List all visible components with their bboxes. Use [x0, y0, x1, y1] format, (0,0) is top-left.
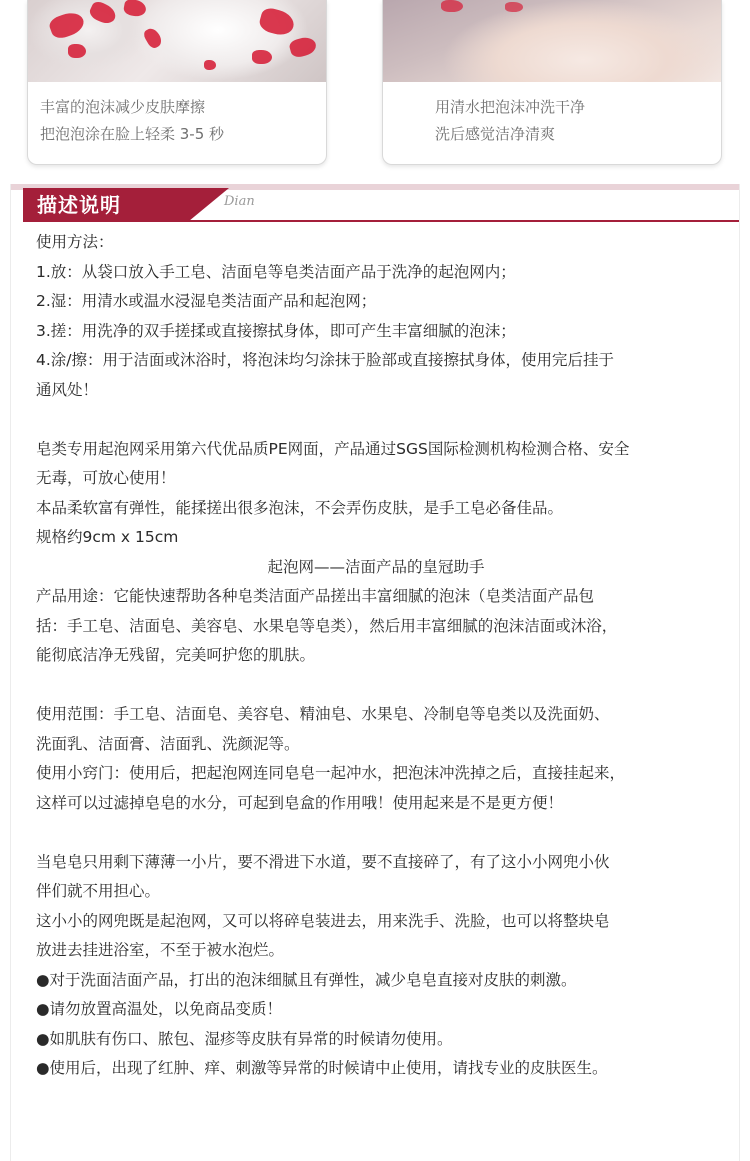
- tips-text: 使用小窍门：使用后，把起泡网连同皂皂一起冲水，把泡沫冲洗掉之后，直接挂起来，: [36, 764, 626, 782]
- header-divider: [179, 220, 739, 222]
- description-body: [36, 228, 736, 1084]
- description-header: [11, 184, 739, 224]
- caption-line: 丰富的泡沫减少皮肤摩擦: [40, 98, 206, 116]
- foam-step-card: [27, 0, 327, 165]
- section-title: 描述说明: [37, 193, 121, 217]
- rinse-photo: [383, 0, 721, 82]
- scope-text: 洗面乳、洁面膏、洁面乳、洗颜泥等。: [36, 734, 300, 753]
- slogan-text: 起泡网——洁面产品的皇冠助手: [267, 557, 485, 576]
- small-net-text: 这小小的网兜既是起泡网，又可以将碎皂装进去，用来洗手、洗脸，也可以将整块皂: [36, 911, 610, 930]
- brand-logo: Dian: [224, 194, 255, 209]
- rinse-step-caption: [435, 94, 585, 148]
- caption-line: 洗后感觉洁净清爽: [435, 125, 556, 143]
- foam-photo: [28, 0, 326, 82]
- purpose-text: 能彻底洁净无残留，完美呵护您的肌肤。: [36, 646, 316, 664]
- softness-text: 本品柔软富有弹性，能揉搓出很多泡沫，不会弄伤皮肤，是手工皂必备佳品。: [36, 498, 564, 517]
- scope-text: 使用范围：手工皂、洁面皂、美容皂、精油皂、水果皂、冷制皂等皂类以及洗面奶、: [36, 705, 610, 723]
- material-text: 皂类专用起泡网采用第六代优品质PE网面，产品通过SGS国际检测机构检测合格、安全: [36, 439, 630, 458]
- thin-soap-text: 伴们就不用担心。: [36, 882, 161, 900]
- usage-step: 通风处！: [36, 380, 99, 399]
- size-text: 规格约9cm x 15cm: [36, 528, 179, 546]
- description-section: [10, 184, 740, 1161]
- top-photo-section: [0, 0, 750, 184]
- foam-step-caption: [40, 94, 224, 148]
- tips-text: 这样可以过滤掉皂皂的水分，可起到皂盒的作用哦！使用起来是不是更方便！: [36, 793, 564, 812]
- rinse-step-card: [382, 0, 722, 165]
- purpose-text: 产品用途：它能快速帮助各种皂类洁面产品搓出丰富细腻的泡沫（皂类洁面产品包: [36, 587, 595, 605]
- purpose-text: 括：手工皂、洁面皂、美容皂、水果皂等皂类），然后用丰富细腻的泡沫洁面或沐浴，: [36, 616, 618, 635]
- caption-line: 用清水把泡沫冲洗干净: [435, 98, 586, 116]
- bullet-item: ●对于洗面洁面产品，打出的泡沫细腻且有弹性，减少皂皂直接对皮肤的刺激。: [36, 970, 577, 989]
- thin-soap-text: 当皂皂只用剩下薄薄一小片，要不滑进下水道，要不直接碎了，有了这小小网兜小伙: [36, 852, 610, 871]
- usage-step: 4.涂/擦：用于洁面或沐浴时，将泡沫均匀涂抹于脸部或直接擦拭身体，使用完后挂于: [36, 351, 615, 369]
- usage-step: 1.放：从袋口放入手工皂、洁面皂等皂类洁面产品于洗净的起泡网内；: [36, 262, 516, 281]
- usage-title: 使用方法：: [36, 233, 114, 251]
- usage-step: 2.湿：用清水或温水浸湿皂类洁面产品和起泡网；: [36, 292, 377, 310]
- small-net-text: 放进去挂进浴室，不至于被水泡烂。: [36, 941, 285, 959]
- caption-line: 把泡泡涂在脸上轻柔 3-5 秒: [40, 125, 225, 143]
- bullet-item: ●如肌肤有伤口、脓包、湿疹等皮肤有异常的时候请勿使用。: [36, 1029, 453, 1048]
- bullet-item: ●使用后，出现了红肿、痒、刺激等异常的时候请中止使用，请找专业的皮肤医生。: [36, 1059, 608, 1077]
- bullet-item: ●请勿放置高温处，以免商品变质！: [36, 1000, 283, 1018]
- material-text: 无毒，可放心使用！: [36, 469, 176, 487]
- usage-step: 3.搓：用洗净的双手搓揉或直接擦拭身体，即可产生丰富细腻的泡沫；: [36, 321, 516, 340]
